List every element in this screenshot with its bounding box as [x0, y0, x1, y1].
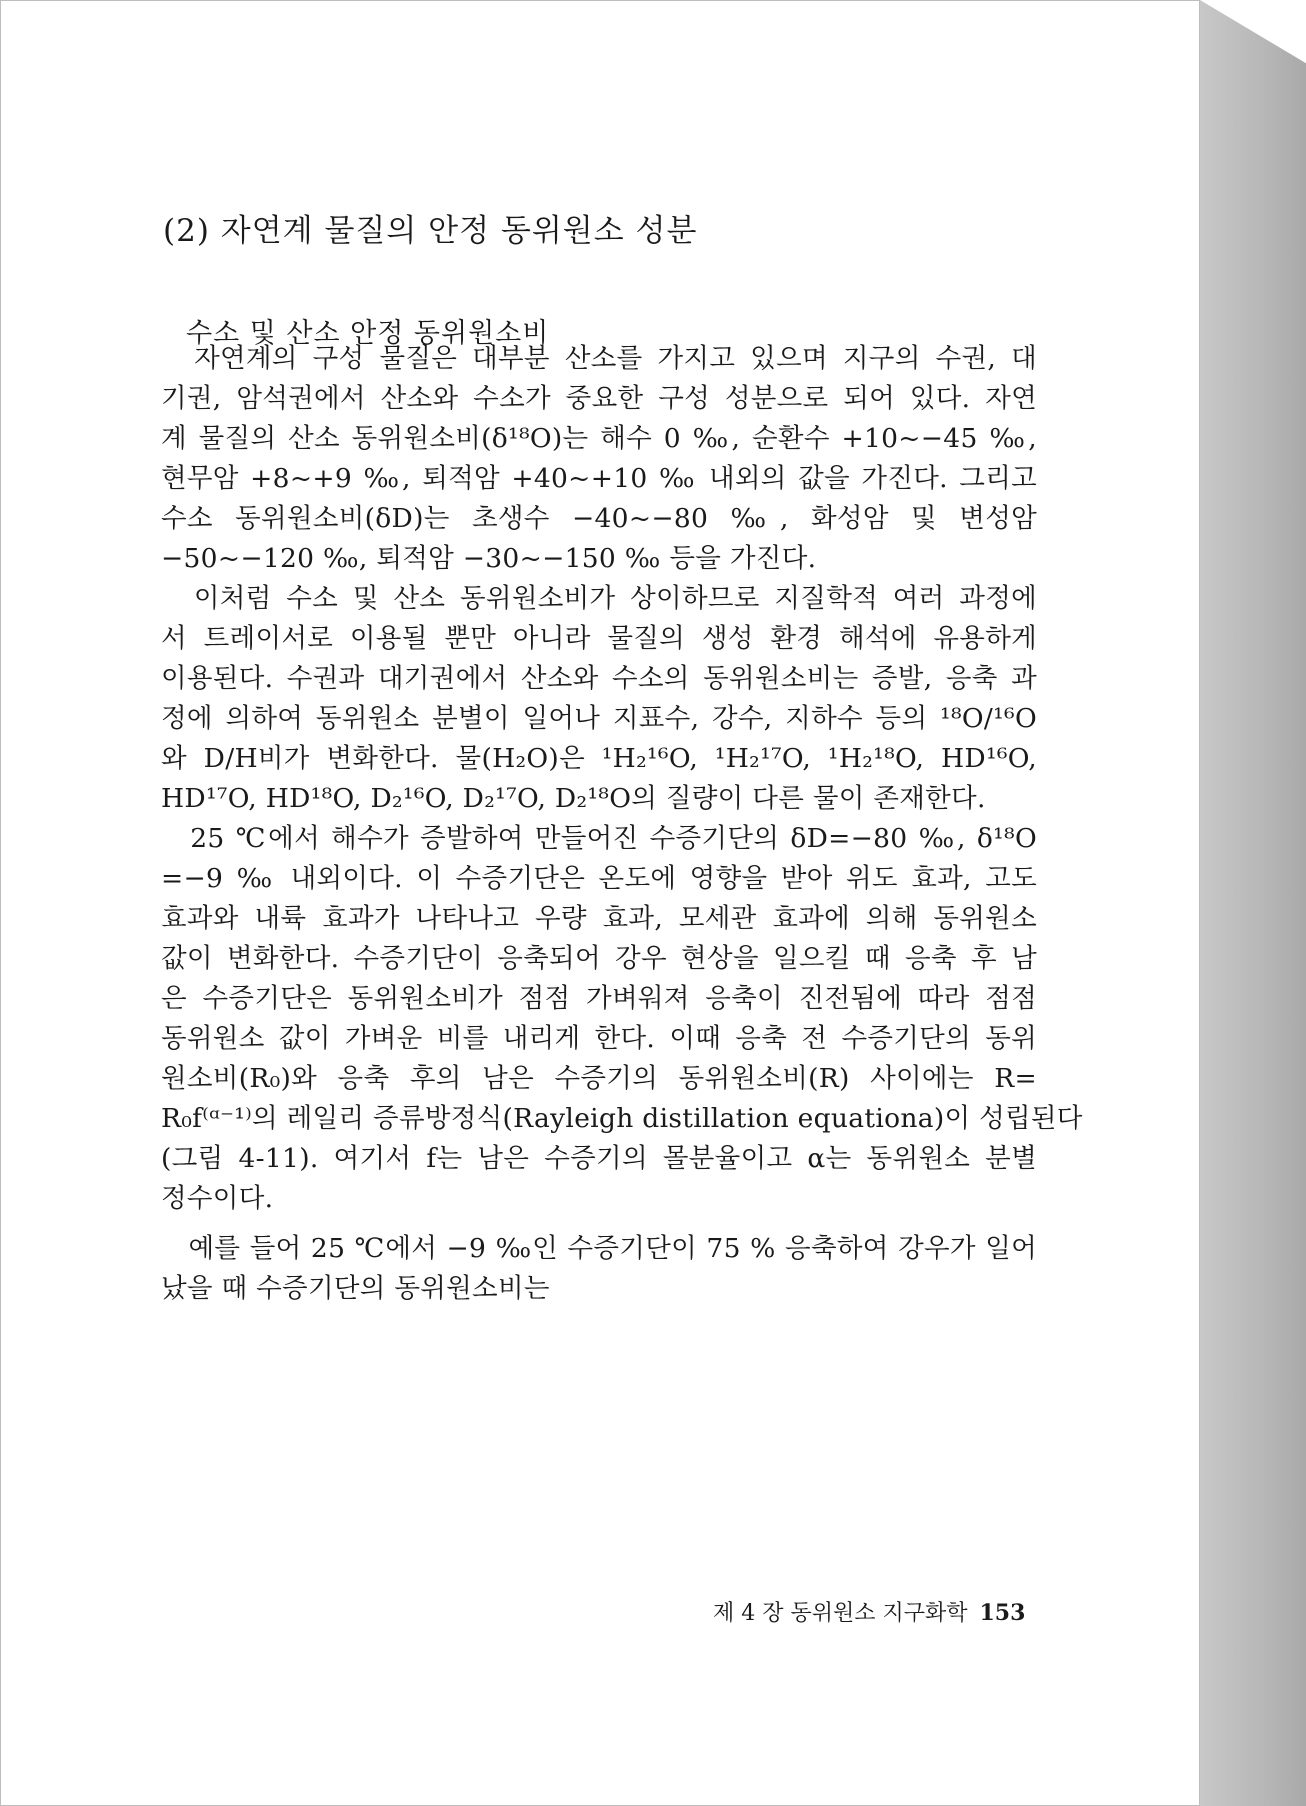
text-line: 서 트레이서로 이용될 뿐만 아니라 물질의 생성 환경 해석에 유용하게 [161, 623, 1037, 654]
text-line: 와 D/H비가 변화한다. 물(H₂O)은 ¹H₂¹⁶O, ¹H₂¹⁷O, ¹H₂¹⁸O, HD¹⁶O, [161, 743, 1037, 774]
text-line: 원소비(R₀)와 응축 후의 남은 수증기의 동위원소비(R) 사이에는 R= [161, 1063, 1037, 1094]
page-footer [713, 1596, 1025, 1627]
text-line: 이처럼 수소 및 산소 동위원소비가 상이하므로 지질학적 여러 과정에 [161, 583, 1037, 614]
text-line: 25 ℃에서 해수가 증발하여 만들어진 수증기단의 δD=−80 ‰, δ¹⁸O [161, 823, 1037, 854]
text-line: 값이 변화한다. 수증기단이 응축되어 강우 현상을 일으킬 때 응축 후 남 [161, 943, 1037, 974]
text-line: 났을 때 수증기단의 동위원소비는 [161, 1273, 550, 1304]
text-line: 수소 동위원소비(δD)는 초생수 −40~−80 ‰, 화성암 및 변성암 [161, 503, 1037, 534]
text-line: =−9 ‰ 내외이다. 이 수증기단은 온도에 영향을 받아 위도 효과, 고도 [161, 863, 1037, 894]
text-line: 계 물질의 산소 동위원소비(δ¹⁸O)는 해수 0 ‰, 순환수 +10~−45 ‰, [161, 423, 1037, 454]
text-line: R₀f⁽ᵅ⁻¹⁾의 레일리 증류방정식(Rayleigh distillation equationa)이 성립된다 [161, 1103, 1083, 1134]
text-line: HD¹⁷O, HD¹⁸O, D₂¹⁶O, D₂¹⁷O, D₂¹⁸O의 질량이 다른 물이 존재한다. [161, 783, 986, 814]
text-line: 자연계의 구성 물질은 대부분 산소를 가지고 있으며 지구의 수권, 대 [161, 343, 1037, 374]
text-line: 예를 들어 25 ℃에서 −9 ‰인 수증기단이 75 % 응축하여 강우가 일어 [161, 1233, 1037, 1264]
section-title: (2) 자연계 물질의 안정 동위원소 성분 [163, 213, 698, 249]
text-line: 정수이다. [161, 1183, 274, 1214]
text-line: 동위원소 값이 가벼운 비를 내리게 한다. 이때 응축 전 수증기단의 동위 [161, 1023, 1037, 1054]
book-spine-edge [1200, 0, 1306, 1806]
text-line: 정에 의하여 동위원소 분별이 일어나 지표수, 강수, 지하수 등의 ¹⁸O/¹⁶O [161, 703, 1037, 734]
text-line: 기권, 암석권에서 산소와 수소가 중요한 구성 성분으로 되어 있다. 자연 [161, 383, 1037, 414]
text-line: −50~−120 ‰, 퇴적암 −30~−150 ‰ 등을 가진다. [161, 543, 817, 574]
text-line: 은 수증기단은 동위원소비가 점점 가벼워져 응축이 진전됨에 따라 점점 [161, 983, 1037, 1014]
page-number: 153 [979, 1600, 1026, 1626]
text-line: 효과와 내륙 효과가 나타나고 우량 효과, 모세관 효과에 의해 동위원소 [161, 903, 1037, 934]
text-line: 이용된다. 수권과 대기권에서 산소와 수소의 동위원소비는 증발, 응축 과 [161, 663, 1037, 694]
chapter-title: 제 4 장 동위원소 지구화학 [713, 1601, 968, 1626]
text-line: (그림 4-11). 여기서 f는 남은 수증기의 몰분율이고 α는 동위원소 분별 [161, 1143, 1037, 1174]
text-line: 현무암 +8~+9 ‰, 퇴적암 +40~+10 ‰ 내외의 값을 가진다. 그리고 [161, 463, 1037, 494]
subheading: 수소 및 산소 안정 동위원소비 [186, 318, 550, 349]
